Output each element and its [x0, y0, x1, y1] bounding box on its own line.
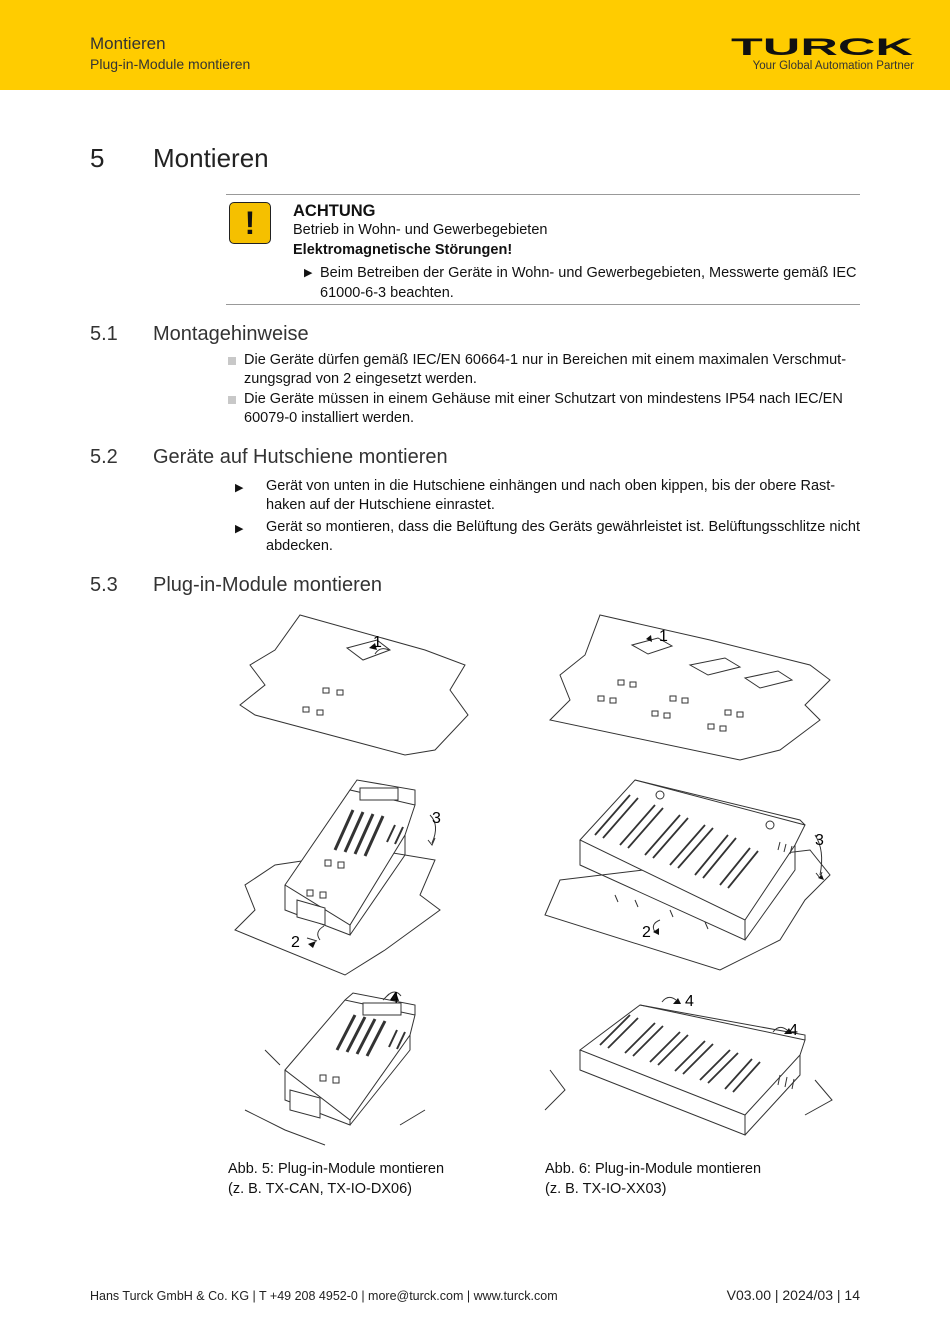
- step-2-label: 2: [291, 934, 300, 951]
- square-bullet-icon: [228, 357, 236, 365]
- list-item: Gerät von unten in die Hutschiene einhängen und nach oben kippen, bis der obere Rast-haken auf der Hutschiene einrastet.: [266, 478, 836, 513]
- footer-version: V03.00 | 2024/03 | 14: [726, 1287, 860, 1303]
- section-5-3-title: Plug-in-Module montieren: [153, 574, 383, 596]
- figure-5-caption: [228, 1159, 444, 1199]
- warning-context: Betrieb in Wohn- und Gewerbegebieten: [293, 222, 548, 238]
- header-tagline: Your Global Automation Partner: [752, 60, 914, 72]
- list-item: Die Geräte dürfen gemäß IEC/EN 60664-1 nur in Bereichen mit einem maximalen Verschmut-zungsgrad von 2 eingesetzt werden.: [244, 352, 847, 387]
- chapter-title: Montieren: [153, 143, 269, 173]
- header-title: Montieren: [90, 34, 166, 53]
- section-5-1-title: Montagehinweise: [153, 323, 309, 345]
- step-1-label: 1: [659, 628, 668, 645]
- figure-abb-6: [540, 610, 840, 1155]
- warning-bottom-rule: [226, 304, 860, 305]
- logo-text: TURCK: [731, 36, 914, 58]
- section-5-2-title: Geräte auf Hutschiene montieren: [153, 446, 448, 468]
- section-5-1-number: 5.1: [90, 323, 118, 345]
- figure-6-caption-title: Abb. 6: Plug-in-Module montieren: [545, 1161, 762, 1177]
- triangle-bullet-icon: ▶: [235, 482, 244, 494]
- section-5-3-number: 5.3: [90, 574, 118, 596]
- header-subtitle: Plug-in-Module montieren: [90, 56, 251, 72]
- figure-6-caption-example: (z. B. TX-IO-XX03): [545, 1181, 667, 1197]
- turck-logo: [730, 36, 914, 58]
- footer-contact: Hans Turck GmbH & Co. KG | T +49 208 4952-0 | more@turck.com | www.turck.com: [90, 1289, 558, 1303]
- step-1-label: 1: [373, 634, 382, 651]
- warning-title: ACHTUNG: [293, 202, 376, 220]
- figure-5-caption-title: Abb. 5: Plug-in-Module montieren: [228, 1161, 445, 1177]
- square-bullet-icon: [228, 396, 236, 404]
- list-item: Gerät so montieren, dass die Belüftung des Geräts gewährleistet ist. Belüftungsschlitze nicht abdecken.: [266, 519, 861, 554]
- figure-abb-5: [225, 610, 525, 1155]
- chapter-number: 5: [90, 143, 105, 173]
- exclamation-warning-icon: !: [229, 202, 271, 244]
- figure-6-caption: [545, 1159, 761, 1199]
- list-item: Die Geräte müssen in einem Gehäuse mit einer Schutzart von mindestens IP54 nach IEC/EN 60079-0 installiert werden.: [244, 391, 843, 426]
- step-3-label: 3: [815, 832, 824, 849]
- step-3-label: 3: [432, 810, 441, 827]
- page-header: [0, 0, 950, 90]
- section-5-2-number: 5.2: [90, 446, 118, 468]
- warning-top-rule: [226, 194, 860, 195]
- step-4-label: 4: [789, 1022, 798, 1039]
- step-2-label: 2: [642, 924, 651, 941]
- step-4-label: 4: [390, 990, 399, 1007]
- step-4-label: 4: [685, 993, 694, 1010]
- triangle-bullet-icon: ▶: [235, 523, 244, 535]
- warning-step: Beim Betreiben der Geräte in Wohn- und Gewerbegebieten, Messwerte gemäß IEC 61000-6-3 beachten.: [320, 265, 857, 301]
- warning-hazard: Elektromagnetische Störungen!: [293, 242, 513, 258]
- figure-5-caption-example: (z. B. TX-CAN, TX-IO-DX06): [228, 1181, 412, 1197]
- triangle-bullet-icon: ▶: [304, 267, 313, 279]
